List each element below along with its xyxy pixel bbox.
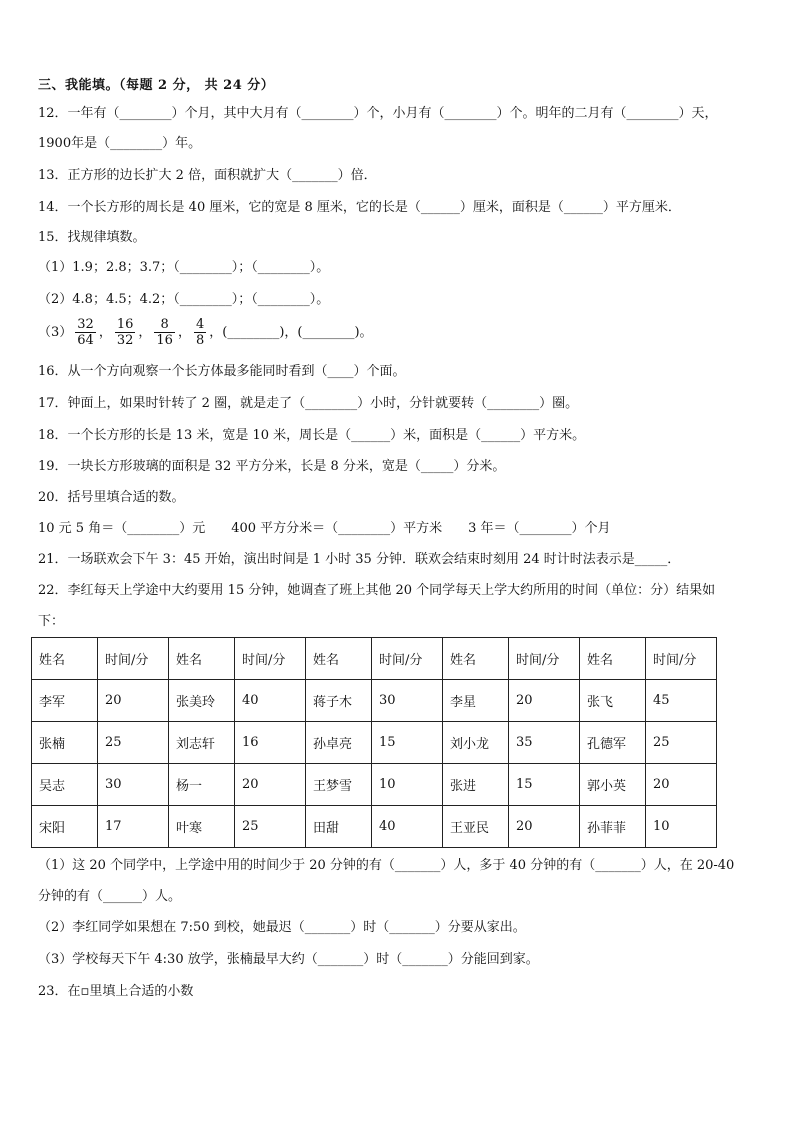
- student-name-cell: 田甜: [306, 806, 372, 848]
- table-row: [32, 680, 717, 722]
- student-name-cell: 宋阳: [32, 806, 98, 848]
- question-22-line-1: 22．李红每天上学途中大约要用 15 分钟，她调查了班上其他 20 个同学每天上学大约所用的时间（单位：分）结果如: [38, 583, 716, 598]
- time-cell: 17: [98, 806, 169, 848]
- table-row: [32, 722, 717, 764]
- student-name-cell: 叶寒: [169, 806, 235, 848]
- fraction-1: [75, 317, 96, 349]
- question-22-part-1-line-1: （1）这 20 个同学中，上学途中用的时间少于 20 分钟的有（_______）人，多于 40 分钟的有（_______）人，在 20-40: [38, 858, 735, 873]
- student-name-cell: 张飞: [580, 680, 646, 722]
- time-cell: 25: [235, 806, 306, 848]
- fraction-3-numerator: 8: [154, 317, 175, 333]
- fraction-3-denominator: 16: [156, 332, 173, 348]
- student-name-cell: 刘志轩: [169, 722, 235, 764]
- student-name-cell: 吴志: [32, 764, 98, 806]
- question-12-line-1: 12．一年有（________）个月，其中大月有（________）个，小月有（________）个。明年的二月有（________）天，: [38, 106, 718, 121]
- question-19: 19．一块长方形玻璃的面积是 32 平方分米，长是 8 分米，宽是（_____）分米。: [38, 459, 506, 474]
- student-name-cell: 孙卓亮: [306, 722, 372, 764]
- question-21: 21．一场联欢会下午 3：45 开始，演出时间是 1 小时 35 分钟．联欢会结束时刻用 24 时计时法表示是_____．: [38, 552, 681, 567]
- question-12-line-2: 1900年是（________）年。: [38, 136, 202, 151]
- table-header-cell: 时间/分: [646, 638, 717, 680]
- question-20: 20．括号里填合适的数。: [38, 490, 185, 505]
- q15-3-prefix: （3）: [38, 325, 73, 340]
- student-name-cell: 孙菲菲: [580, 806, 646, 848]
- q15-3-suffix: ，(________)，(________)。: [209, 325, 373, 340]
- question-15: 15．找规律填数。: [38, 230, 146, 245]
- fraction-4: [194, 317, 206, 349]
- table-header-cell: 时间/分: [98, 638, 169, 680]
- question-22-part-1-line-2: 分钟的有（______）人。: [38, 889, 182, 904]
- table-header-row: [32, 638, 717, 680]
- time-cell: 40: [372, 806, 443, 848]
- student-name-cell: 王亚民: [443, 806, 509, 848]
- question-23: 23．在▫里填上合适的小数: [38, 984, 194, 999]
- time-cell: 40: [235, 680, 306, 722]
- time-cell: 30: [372, 680, 443, 722]
- question-17: 17．钟面上，如果时针转了 2 圈，就是走了（________）小时，分针就要转（________）圈。: [38, 396, 579, 411]
- commute-time-table: [31, 637, 717, 848]
- fraction-1-denominator: 64: [77, 332, 94, 348]
- table-header-cell: 姓名: [32, 638, 98, 680]
- fraction-2-numerator: 16: [116, 316, 134, 332]
- time-cell: 20: [235, 764, 306, 806]
- time-cell: 25: [646, 722, 717, 764]
- table-row: [32, 764, 717, 806]
- time-cell: 45: [646, 680, 717, 722]
- time-cell: 20: [509, 806, 580, 848]
- student-name-cell: 郭小英: [580, 764, 646, 806]
- student-name-cell: 张美玲: [169, 680, 235, 722]
- time-cell: 20: [509, 680, 580, 722]
- student-name-cell: 李星: [443, 680, 509, 722]
- table-header-cell: 姓名: [169, 638, 235, 680]
- time-cell: 25: [98, 722, 169, 764]
- student-name-cell: 张进: [443, 764, 509, 806]
- table-header-cell: 姓名: [306, 638, 372, 680]
- question-15-part-2: （2）4.8；4.5；4.2；（________）；（________）。: [38, 292, 330, 307]
- time-cell: 30: [98, 764, 169, 806]
- section-title: 三、我能填。（每题 2 分， 共 24 分）: [38, 78, 275, 93]
- student-name-cell: 孔德军: [580, 722, 646, 764]
- table-header-cell: 时间/分: [372, 638, 443, 680]
- student-name-cell: 蒋子木: [306, 680, 372, 722]
- table-header-cell: 时间/分: [509, 638, 580, 680]
- question-16: 16．从一个方向观察一个长方体最多能同时看到（____）个面。: [38, 364, 406, 379]
- time-cell: 20: [98, 680, 169, 722]
- student-name-cell: 杨一: [169, 764, 235, 806]
- fraction-4-numerator: 4: [195, 316, 205, 332]
- table-body: [32, 638, 717, 848]
- time-cell: 15: [509, 764, 580, 806]
- question-22-line-2: 下：: [38, 614, 65, 629]
- table-header-cell: 姓名: [443, 638, 509, 680]
- question-22-part-2: （2）李红同学如果想在 7:50 到校，她最迟（_______）时（_______）分要从家出。: [38, 920, 526, 935]
- question-15-part-1: （1）1.9；2.8；3.7；（________）；（________）。: [38, 260, 330, 275]
- time-cell: 15: [372, 722, 443, 764]
- fraction-4-denominator: 8: [195, 332, 205, 348]
- fraction-2: [115, 317, 136, 349]
- table-header-cell: 姓名: [580, 638, 646, 680]
- time-cell: 16: [235, 722, 306, 764]
- fraction-1-numerator: 32: [77, 316, 94, 332]
- fraction-2-denominator: 32: [116, 332, 134, 348]
- time-cell: 10: [372, 764, 443, 806]
- question-18: 18．一个长方形的长是 13 米，宽是 10 米，周长是（______）米，面积是（______）平方米。: [38, 428, 586, 443]
- time-cell: 10: [646, 806, 717, 848]
- student-name-cell: 李军: [32, 680, 98, 722]
- table-row: [32, 806, 717, 848]
- question-20-items: 10 元 5 角＝（________）元 400 平方分米＝（________）平方米 3 年＝（________）个月: [38, 521, 611, 536]
- time-cell: 20: [646, 764, 717, 806]
- time-cell: 35: [509, 722, 580, 764]
- question-22-part-3: （3）学校每天下午 4:30 放学，张楠最早大约（_______）时（_______）分能回到家。: [38, 952, 539, 967]
- table-header-cell: 时间/分: [235, 638, 306, 680]
- student-name-cell: 张楠: [32, 722, 98, 764]
- question-15-part-3: （3） $\frac{32}{64}$ ， $\frac{16}{32}$ ， $\frac{8}{16}$ ， $\frac{4}{8}$ ，(________)，(________)。: [38, 316, 373, 348]
- fraction-3: [154, 317, 175, 349]
- question-14: 14．一个长方形的周长是 40 厘米，它的宽是 8 厘米，它的长是（______）厘米，面积是（______）平方厘米．: [38, 200, 681, 215]
- commute-table: [31, 637, 717, 848]
- student-name-cell: 王梦雪: [306, 764, 372, 806]
- student-name-cell: 刘小龙: [443, 722, 509, 764]
- question-13: 13．正方形的边长扩大 2 倍，面积就扩大（_______）倍．: [38, 168, 377, 183]
